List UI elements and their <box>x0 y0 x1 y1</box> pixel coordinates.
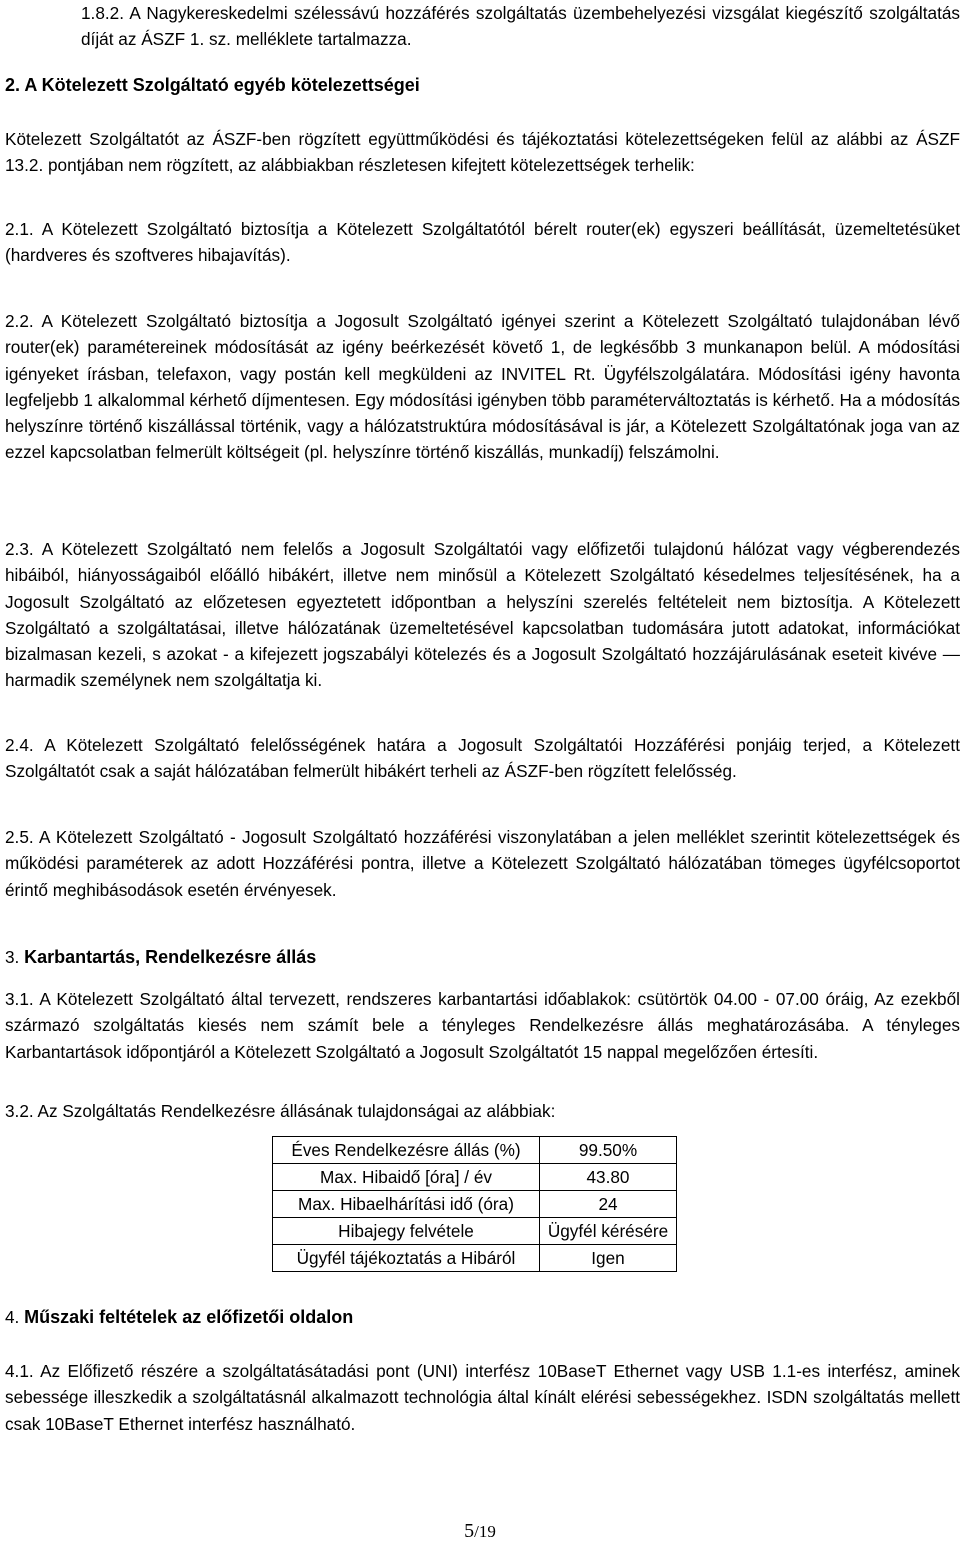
page-current: 5 <box>464 1520 475 1542</box>
table-cell-value: 99.50% <box>540 1137 677 1164</box>
paragraph-2-1: 2.1. A Kötelezett Szolgáltató biztosítja a Kötelezett Szolgáltatótól bérelt router(ek) egyszeri beállítását, üzemeltetésüket (hardveres és szoftveres hibajavítás). <box>5 219 960 266</box>
table-cell-value: Igen <box>540 1245 677 1272</box>
table-cell-label: Max. Hibaidő [óra] / év <box>273 1164 540 1191</box>
section-3-number: 3. <box>5 947 20 967</box>
section-4-heading <box>5 1304 960 1330</box>
section-4-title: Műszaki feltételek az előfizetői oldalon <box>24 1307 354 1327</box>
table-cell-value: 43.80 <box>540 1164 677 1191</box>
availability-table <box>272 1136 677 1272</box>
paragraph-2-5: 2.5. A Kötelezett Szolgáltató - Jogosult Szolgáltató hozzáférési viszonylatában a jelen melléklet szerintit kötelezettségek és működési paraméterek az adott Hozzáférési pontra, illetve a Kötelezett Szolgáltató hálózatában tömeges ügyfélcsoportot érintő meghibásodások esetén érvényesek. <box>5 827 960 900</box>
section-2-heading: 2. A Kötelezett Szolgáltató egyéb kötelezettségei <box>5 75 420 95</box>
paragraph-4-1: 4.1. Az Előfizető részére a szolgáltatásátadási pont (UNI) interfész 10BaseT Ethernet vagy USB 1.1-es interfész, aminek sebessége illeszkedik a szolgáltatásnál alkalmazott technológia által kínált elérési sebességekhez. ISDN szolgáltatás mellett csak 10BaseT Ethernet interfész használható. <box>5 1361 960 1434</box>
table-row <box>273 1218 677 1245</box>
section-2-intro: Kötelezett Szolgáltatót az ÁSZF-ben rögzített együttműködési és tájékoztatási kötelezettségeken felül az alábbi az ÁSZF 13.2. pontjában nem rögzített, az alábbiakban részletesen kifejtett kötelezettségek terhelik: <box>5 129 960 176</box>
section-4-number: 4. <box>5 1307 20 1327</box>
paragraph-3-1: 3.1. A Kötelezett Szolgáltató által tervezett, rendszeres karbantartási időablakok: csütörtök 04.00 - 07.00 óráig, Az ezekből származó szolgáltatás kiesés nem számít bele a tényleges Rendelkezésre állás meghatározásába. A tényleges Karbantartások időpontjáról a Kötelezett Szolgáltató a Jogosult Szolgáltatót 15 nappal megelőzően értesíti. <box>5 989 960 1062</box>
table-cell-label: Ügyfél tájékoztatás a Hibáról <box>273 1245 540 1272</box>
table-row <box>273 1245 677 1272</box>
section-3-heading <box>5 944 960 970</box>
table-row <box>273 1164 677 1191</box>
paragraph-2-2: 2.2. A Kötelezett Szolgáltató biztosítja a Jogosult Szolgáltató igényei szerint a Kötelezett Szolgáltató tulajdonában lévő router(ek) paramétereinek módosítását az igény beérkezését követő 1, de legkésőbb 3 munkanapon belül. A módosítási igényeket írásban, telefaxon, vagy postán kell megküldeni az INVITEL Rt. Ügyfélszolgálatára. Módosítási igény havonta legfeljebb 1 alkalommal kérhető díjmentesen. Egy módosítási igényben több paraméterváltoztatás is kérhető. Ha a módosítás helyszínre történő kiszállással történik, vagy a hálózatstruktúra módosításával is jár, a Kötelezett Szolgáltatónak joga van az ezzel kapcsolatban felmerült költségeit (pl. helyszínre történő kiszállás, munkadíj) felszámolni. <box>5 311 960 463</box>
paragraph-3-2: 3.2. Az Szolgáltatás Rendelkezésre állásának tulajdonságai az alábbiak: <box>5 1101 556 1121</box>
table-row <box>273 1137 677 1164</box>
table-cell-label: Max. Hibaelhárítási idő (óra) <box>273 1191 540 1218</box>
table-cell-label: Éves Rendelkezésre állás (%) <box>273 1137 540 1164</box>
paragraph-2-3: 2.3. A Kötelezett Szolgáltató nem felelős a Jogosult Szolgáltatói vagy előfizetői tulajdonú hálózat vagy végberendezés hibáiból, hiányosságaiból előálló hibákért, illetve nem minősül a Kötelezett Szolgáltató késedelmes teljesítésének, ha a Jogosult Szolgáltató az előzetesen egyeztetett időpontban a helyszíni szerelés feltételeit nem biztosítja. A Kötelezett Szolgáltató a szolgáltatásai, illetve hálózatának üzemeltetésével kapcsolatban tudomására jutott adatokat, információkat bizalmasan kezeli, s azokat - a kifejezett jogszabályi kötelezés és a Jogosult Szolgáltató hozzájárulásának eseteit kivéve — harmadik személynek nem szolgáltatja ki. <box>5 539 960 691</box>
table-row <box>273 1191 677 1218</box>
table-cell-value: 24 <box>540 1191 677 1218</box>
section-3-title: Karbantartás, Rendelkezésre állás <box>24 947 317 967</box>
page-total: 19 <box>478 1522 496 1541</box>
paragraph-2-4: 2.4. A Kötelezett Szolgáltató felelősségének határa a Jogosult Szolgáltatói Hozzáférési ponjáig terjed, a Kötelezett Szolgáltatót csak a saját hálózatában felmerült hibákért terheli az ÁSZF-ben rögzített felelősség. <box>5 735 960 782</box>
page-number: 5/19 <box>464 1520 496 1542</box>
table-cell-label: Hibajegy felvétele <box>273 1218 540 1245</box>
intro-paragraph: 1.8.2. A Nagykereskedelmi szélessávú hozzáférés szolgáltatás üzembehelyezési vizsgálat kiegészítő szolgáltatás díját az ÁSZF 1. sz. melléklete tartalmazza. <box>81 3 960 50</box>
table-cell-value: Ügyfél kérésére <box>540 1218 677 1245</box>
